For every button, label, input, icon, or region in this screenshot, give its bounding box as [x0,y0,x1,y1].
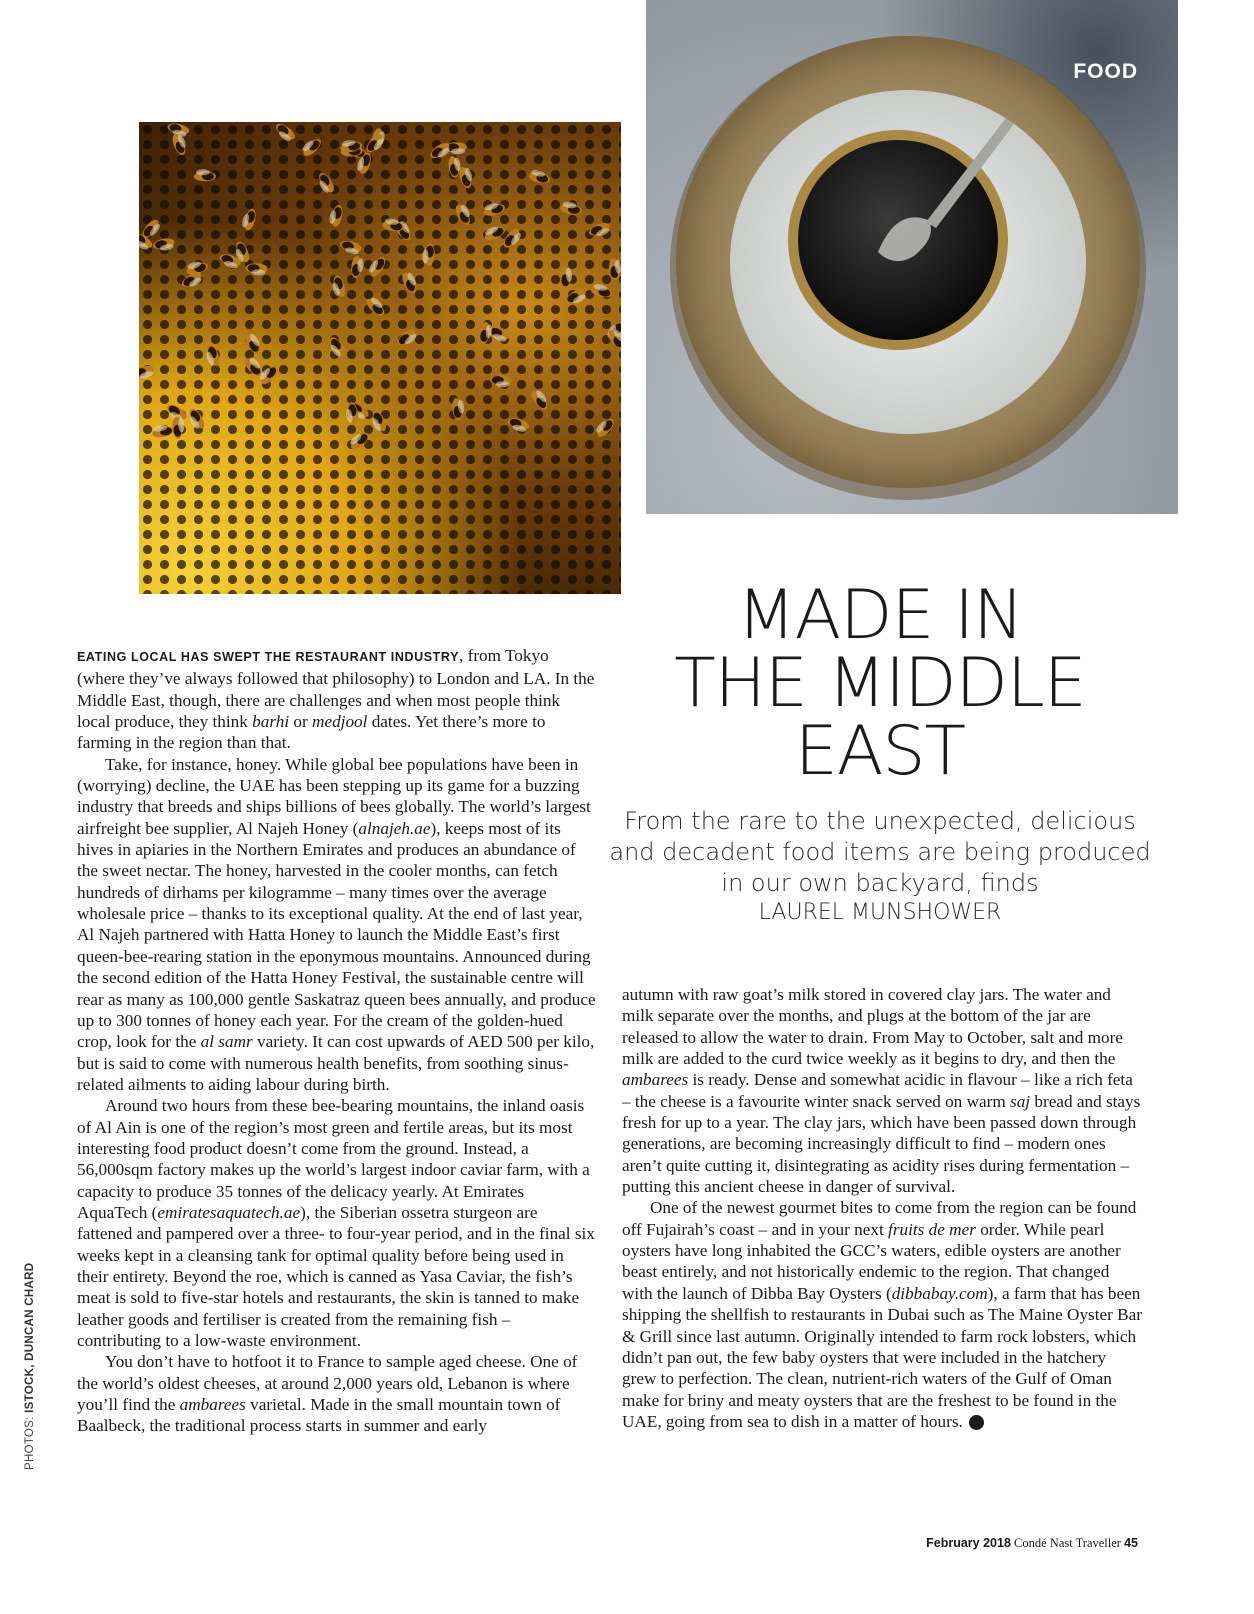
body-paragraph: One of the newest gourmet bites to come from the region can be found off Fujairah’s coast – and in your next fruits de mer order. While pearl oysters have long inhabited the GCC’s waters, edible oysters are another beast entirely, and not historically endemic to the region. That changed with the launch of Dibba Bay Oysters (dibbabay.com), a farm that has been shipping the shellfish to restaurants in Dubai such as The Maine Oyster Bar & Grill since last autumn. Originally intended to farm rock lobsters, which didn’t pan out, the few baby oysters that were included in the hatchery grew to perfection. The clean, nutrient-rich waters of the Gulf of Oman make for briny and meaty oysters that are the freshest to be found in the UAE, going from sea to dish in a matter of hours. CNT [622,1198,1142,1431]
photo-credit-names: ISTOCK, DUNCAN CHARD [24,1262,36,1413]
footer-date: February 2018 [926,1536,1011,1550]
headline-line-1: MADE IN [736,576,1024,655]
end-mark-icon: CNT [969,1415,984,1430]
standfirst: From the rare to the unexpected, delicious and decadent food items are being produced in our own backyard, finds [609,807,1151,897]
footer-magazine: Condé Nast Traveller [1014,1536,1121,1550]
headline-line-2: THE MIDDLE [674,644,1086,723]
body-paragraph: autumn with raw goat’s milk stored in covered clay jars. The water and milk separate over the months, and plugs at the bottom of the jar are released to allow the water to drain. From May to October, salt and more milk are added to the curd twice weekly as it begins to dry, and then the ambarees is ready. Dense and somewhat acidic in flavour – like a rich feta – the cheese is a favourite winter snack served on warm saj bread and stays fresh for up to a year. The clay jars, which have been passed down through generations, are becoming increasingly difficult to find – modern ones aren’t quite cutting it, disintegrating as acidity rises during fermentation – putting this ancient cheese in danger of survival. [622,985,1141,1197]
body-paragraph: You don’t have to hotfoot it to France to sample aged cheese. One of the world’s oldest cheeses, at around 2,000 years old, Lebanon is where you’ll find the ambarees varietal. Made in the small mountain town of Baalbeck, the traditional process starts in summer and early [77,1352,578,1436]
section-label: FOOD [1073,60,1138,83]
body-column-right [622,984,1142,1432]
body-paragraph: Around two hours from these bee-bearing mountains, the inland oasis of Al Ain is one of the region’s most green and fertile areas, but its most interesting food product doesn’t come from the ground. Instead, a 56,000sqm factory makes up the world’s largest indoor caviar farm, with a capacity to produce 35 tonnes of the delicacy yearly. At Emirates AquaTech (emiratesaquatech.ae), the Siberian ossetra sturgeon are fattened and pampered over a three- to four-year period, and in the final six weeks kept in a cleansing tank for optimal quality before being used in their entirety. Beyond the roe, which is canned as Yasa Caviar, the fish’s meat is sold to five-star hotels and restaurants, the skin is tanned to make leather goods and fertiliser is created from the remaining fish – contributing to a low-waste environment. [77,1096,595,1350]
byline: LAUREL MUNSHOWER [758,900,1002,925]
honeycomb-bees-photo [139,122,621,594]
bees-illustration [139,122,621,594]
body-paragraph: EATING LOCAL HAS SWEPT THE RESTAURANT INDUSTRY, from Tokyo (where they’ve always followed that philosophy) to London and LA. In the Middle East, though, there are challenges and when most people think local produce, they think barhi or medjool dates. Yet there’s more to farming in the region than that. [77,646,595,753]
body-paragraph: Take, for instance, honey. While global bee populations have been in (worrying) decline, the UAE has been stepping up its game for a buzzing industry that breeds and ships billions of bees globally. The world’s largest airfreight bee supplier, Al Najeh Honey (alnajeh.ae), keeps most of its hives in apiaries in the Northern Emirates and produces an abundance of the sweet nectar. The honey, harvested in the cooler months, can fetch hundreds of dirhams per kilogramme – many times over the average wholesale price – thanks to its exceptional quality. At the end of last year, Al Najeh partnered with Hatta Honey to launch the Middle East’s first queen-bee-rearing station in the eponymous mountains. Announced during the second edition of the Hatta Honey Festival, the sustainable centre will rear as many as 100,000 gentle Saskatraz queen bees annually, and produce up to 300 tonnes of honey each year. For the cream of the golden-hued crop, look for the al samr variety. It can cost upwards of AED 500 per kilo, but is said to come with numerous health benefits, from soothing sinus-related ailments to aiding labour during birth. [77,754,596,1094]
headline [620,576,1140,791]
page-footer [926,1536,1138,1551]
page-number: 45 [1124,1536,1138,1550]
photo-credit [24,1263,36,1470]
headline-line-3: EAST [794,712,966,791]
photo-credit-label: PHOTOS: [24,1416,36,1470]
body-column-left [77,645,597,1437]
caviar-tin-photo [646,0,1178,514]
